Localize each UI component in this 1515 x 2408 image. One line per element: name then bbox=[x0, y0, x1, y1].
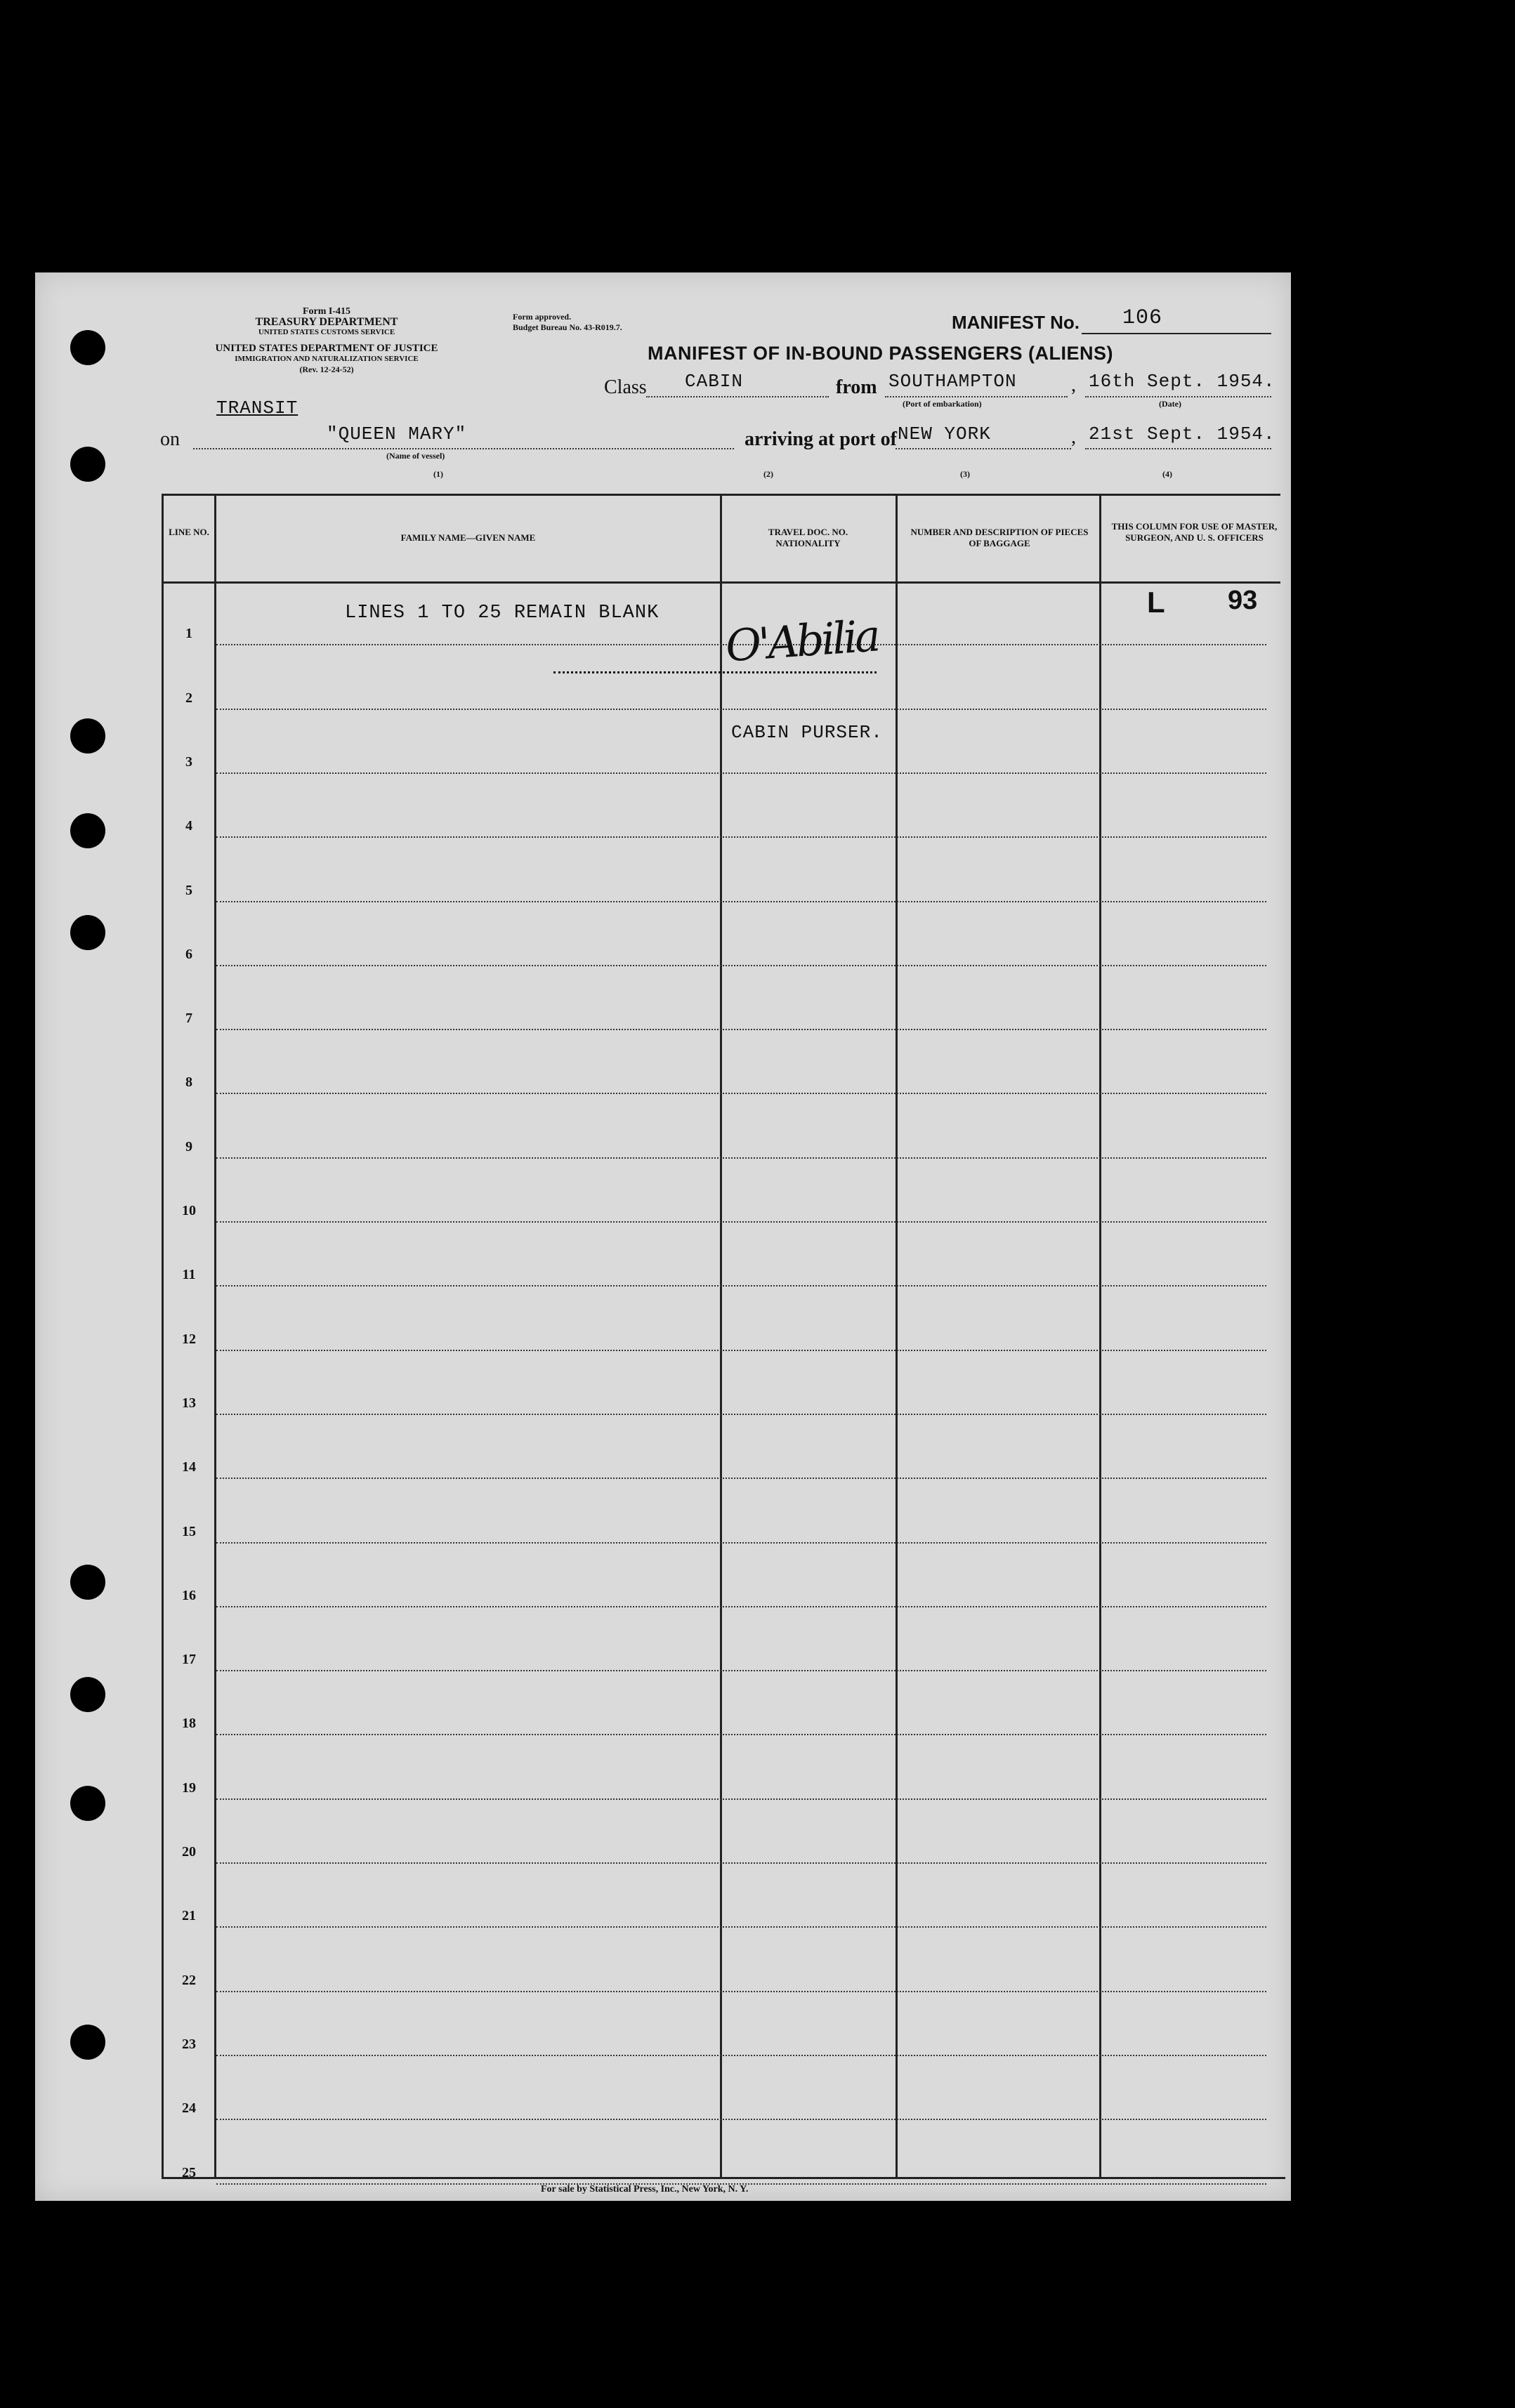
table-row bbox=[216, 1991, 1266, 1992]
table-row bbox=[216, 2055, 1266, 2056]
class-label: Class bbox=[604, 376, 647, 398]
col-num-3: (3) bbox=[960, 469, 970, 479]
port-embarkation: SOUTHAMPTON bbox=[888, 371, 1017, 392]
table-row bbox=[216, 1414, 1266, 1415]
row-number: 15 bbox=[182, 1523, 196, 1539]
table-row bbox=[216, 1670, 1266, 1671]
comma: , bbox=[1071, 426, 1076, 448]
punch-hole bbox=[70, 2025, 105, 2060]
punch-hole bbox=[70, 1677, 105, 1712]
table-row bbox=[216, 772, 1266, 774]
punch-hole bbox=[70, 915, 105, 950]
row-number: 10 bbox=[182, 1203, 196, 1218]
header-rule bbox=[164, 581, 1280, 584]
table-row bbox=[216, 1157, 1266, 1159]
row-number: 6 bbox=[185, 946, 192, 962]
from-label: from bbox=[836, 376, 877, 398]
punch-hole bbox=[70, 1565, 105, 1600]
table-row bbox=[216, 1734, 1266, 1735]
table-row bbox=[216, 1029, 1266, 1030]
class-line bbox=[646, 396, 829, 397]
signer-title: CABIN PURSER. bbox=[731, 722, 883, 743]
table-row bbox=[216, 1606, 1266, 1607]
vessel-name: "QUEEN MARY" bbox=[327, 423, 467, 445]
manifest-title: MANIFEST OF IN-BOUND PASSENGERS (ALIENS) bbox=[648, 343, 1114, 364]
row-number: 14 bbox=[182, 1459, 196, 1475]
class-value: CABIN bbox=[685, 371, 744, 392]
row-number: 4 bbox=[185, 818, 192, 834]
table-row bbox=[216, 1093, 1266, 1094]
table-row bbox=[216, 836, 1266, 838]
row-number: 16 bbox=[182, 1587, 196, 1603]
punch-hole bbox=[70, 447, 105, 482]
arrival-port-line bbox=[896, 448, 1071, 449]
table-row bbox=[216, 709, 1266, 710]
transit-mark: TRANSIT bbox=[216, 397, 299, 419]
row-number: 21 bbox=[182, 1908, 196, 1924]
row-number: 24 bbox=[182, 2100, 196, 2117]
col-num-4: (4) bbox=[1162, 469, 1172, 479]
embarkation-caption: (Port of embarkation) bbox=[903, 399, 982, 409]
ins: IMMIGRATION AND NATURALIZATION SERVICE bbox=[235, 355, 419, 363]
revision: (Rev. 12-24-52) bbox=[299, 364, 354, 374]
punch-hole bbox=[70, 330, 105, 365]
table-row bbox=[216, 1862, 1266, 1864]
form-block bbox=[169, 306, 485, 375]
arriving-label: arriving at port of bbox=[745, 428, 897, 450]
date-line bbox=[1085, 396, 1271, 397]
manifest-number-line bbox=[1082, 333, 1271, 334]
table-row bbox=[216, 2119, 1266, 2120]
port-arrival: NEW YORK bbox=[898, 423, 991, 445]
table-row bbox=[216, 1542, 1266, 1544]
punch-hole bbox=[70, 718, 105, 754]
header-officers: THIS COLUMN FOR USE OF MASTER, SURGEON, AND U. S. OFFICERS bbox=[1111, 521, 1278, 543]
row-number: 9 bbox=[185, 1138, 192, 1154]
row-number: 18 bbox=[182, 1716, 196, 1732]
printer-line: For sale by Statistical Press, Inc., New York, N. Y. bbox=[541, 2184, 749, 2195]
manifest-number: 106 bbox=[1122, 306, 1163, 330]
justice-dept: UNITED STATES DEPARTMENT OF JUSTICE bbox=[215, 343, 438, 354]
table-row bbox=[216, 1798, 1266, 1800]
row-number: 22 bbox=[182, 1972, 196, 1988]
row-number: 13 bbox=[182, 1395, 196, 1411]
officer-number: 93 bbox=[1228, 586, 1258, 615]
blank-annotation: LINES 1 TO 25 REMAIN BLANK bbox=[345, 603, 660, 624]
row-number: 3 bbox=[185, 754, 192, 770]
department: TREASURY DEPARTMENT bbox=[255, 316, 398, 328]
date-departed: 16th Sept. 1954. bbox=[1089, 371, 1275, 392]
header-name: FAMILY NAME—GIVEN NAME bbox=[400, 532, 536, 543]
row-number: 25 bbox=[182, 2164, 196, 2180]
vessel-line bbox=[193, 448, 734, 449]
row-number: 11 bbox=[182, 1267, 196, 1283]
form-number: Form I-415 bbox=[302, 306, 351, 317]
embarkation-line bbox=[885, 396, 1068, 397]
arrival-date-line bbox=[1085, 448, 1271, 449]
row-number: 2 bbox=[185, 690, 192, 706]
punch-hole bbox=[70, 1786, 105, 1821]
table-row bbox=[216, 1285, 1266, 1287]
on-label: on bbox=[160, 428, 180, 450]
approval-line-2: Budget Bureau No. 43-R019.7. bbox=[513, 322, 622, 332]
customs-service: UNITED STATES CUSTOMS SERVICE bbox=[258, 328, 395, 336]
row-number: 7 bbox=[185, 1011, 192, 1027]
comma: , bbox=[1071, 374, 1076, 396]
table-row bbox=[216, 1221, 1266, 1223]
signature-line bbox=[553, 671, 877, 673]
table-bottom-rule bbox=[162, 2177, 1285, 2179]
date-arrived: 21st Sept. 1954. bbox=[1089, 423, 1275, 445]
table-row bbox=[216, 1478, 1266, 1479]
col-num-1: (1) bbox=[433, 469, 443, 479]
manifest-number-label: MANIFEST No. bbox=[952, 312, 1080, 333]
row-number: 19 bbox=[182, 1779, 196, 1796]
header-travel: TRAVEL DOC. NO. NATIONALITY bbox=[768, 527, 848, 548]
approval-block bbox=[513, 312, 622, 333]
passenger-table bbox=[162, 494, 1280, 2179]
table-row bbox=[216, 1926, 1266, 1928]
table-row bbox=[216, 901, 1266, 902]
header-line-no: LINE NO. bbox=[169, 527, 209, 537]
date-caption: (Date) bbox=[1159, 399, 1181, 409]
officer-mark: L bbox=[1147, 586, 1165, 619]
approval-line-1: Form approved. bbox=[513, 312, 572, 322]
purser-signature: O'Abilia bbox=[723, 610, 880, 672]
header-baggage: NUMBER AND DESCRIPTION OF PIECES OF BAGGAGE bbox=[910, 527, 1089, 548]
row-number: 12 bbox=[182, 1331, 196, 1347]
row-number: 1 bbox=[185, 626, 192, 642]
row-number: 5 bbox=[185, 882, 192, 898]
table-row bbox=[216, 1350, 1266, 1351]
table-row bbox=[216, 965, 1266, 966]
row-number: 17 bbox=[182, 1652, 196, 1668]
row-number: 23 bbox=[182, 2036, 196, 2052]
row-number: 20 bbox=[182, 1844, 196, 1860]
col-num-2: (2) bbox=[763, 469, 773, 479]
punch-hole bbox=[70, 813, 105, 848]
manifest-page bbox=[35, 272, 1291, 2201]
row-number: 8 bbox=[185, 1074, 192, 1091]
vessel-caption: (Name of vessel) bbox=[386, 451, 445, 461]
